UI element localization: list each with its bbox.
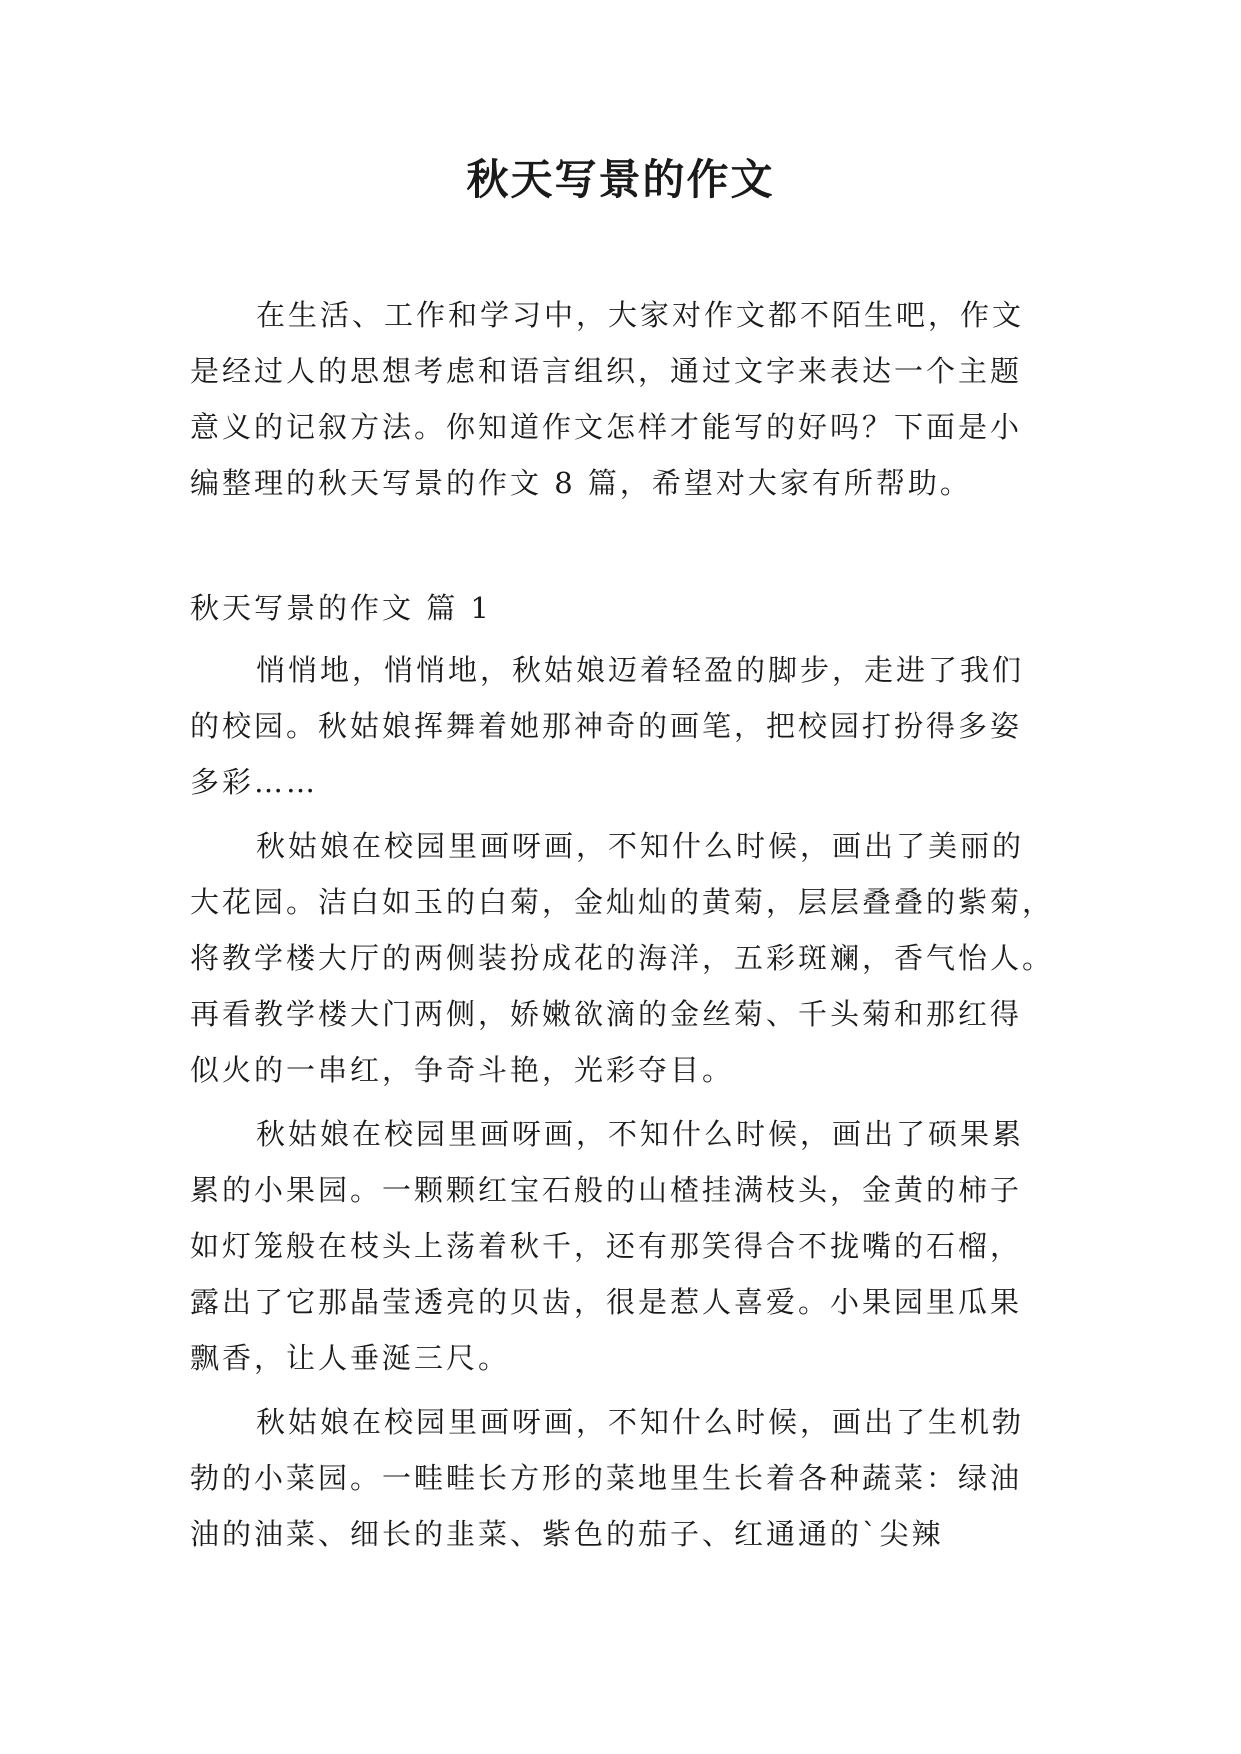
- article-section: [190, 580, 1055, 1562]
- paragraph-line: 秋姑娘在校园里画呀画，不知什么时候，画出了硕果累: [256, 1117, 1025, 1151]
- paragraph-line: 累的小果园。一颗颗红宝石般的山楂挂满枝头，金黄的柿子: [190, 1173, 1023, 1207]
- paragraph-line: 油的油菜、细长的韭菜、紫色的茄子、红通通的`尖辣: [190, 1517, 944, 1551]
- paragraph-line: 大花园。洁白如玉的白菊，金灿灿的黄菊，层层叠叠的紫菊，: [190, 885, 1055, 919]
- paragraph-4: [190, 1394, 1050, 1562]
- paragraph-line: 如灯笼般在枝头上荡着秋千，还有那笑得合不拢嘴的石榴，: [190, 1229, 1023, 1263]
- paragraph-line: 多彩……: [190, 765, 319, 799]
- paragraph-line: 的校园。秋姑娘挥舞着她那神奇的画笔，把校园打扮得多姿: [190, 709, 1023, 743]
- intro-paragraph: [190, 287, 1050, 511]
- paragraph-line: 露出了它那晶莹透亮的贝齿，很是惹人喜爱。小果园里瓜果: [190, 1285, 1023, 1319]
- paragraph-line: 悄悄地，悄悄地，秋姑娘迈着轻盈的脚步，走进了我们: [256, 653, 1025, 687]
- paragraph-3: [190, 1106, 1050, 1386]
- paragraph-line: 秋姑娘在校园里画呀画，不知什么时候，画出了美丽的: [256, 829, 1025, 863]
- paragraph-line: 勃的小菜园。一畦畦长方形的菜地里生长着各种蔬菜：绿油: [190, 1461, 1023, 1495]
- paragraph-line: 将教学楼大厅的两侧装扮成花的海洋，五彩斑斓，香气怡人。: [190, 941, 1055, 975]
- intro-line: 意义的记叙方法。你知道作文怎样才能写的好吗？下面是小: [190, 410, 1023, 444]
- paragraph-line: 似火的一串红，争奇斗艳，光彩夺目。: [190, 1053, 735, 1087]
- document-title: 秋天写景的作文: [466, 155, 775, 204]
- paragraph-2: [190, 818, 1055, 1098]
- intro-line: 在生活、工作和学习中，大家对作文都不陌生吧，作文: [256, 298, 1025, 332]
- paragraph-line: 再看教学楼大门两侧，娇嫩欲滴的金丝菊、千头菊和那红得: [190, 997, 1023, 1031]
- paragraph-line: 飘香，让人垂涎三尺。: [190, 1341, 511, 1375]
- paragraph-1: [190, 642, 1050, 810]
- paragraph-line: 秋姑娘在校园里画呀画，不知什么时候，画出了生机勃: [256, 1405, 1025, 1439]
- intro-line: 编整理的秋天写景的作文 8 篇，希望对大家有所帮助。: [190, 466, 972, 500]
- section-heading: 秋天写景的作文 篇 1: [190, 591, 492, 625]
- intro-line: 是经过人的思想考虑和语言组织，通过文字来表达一个主题: [190, 354, 1023, 388]
